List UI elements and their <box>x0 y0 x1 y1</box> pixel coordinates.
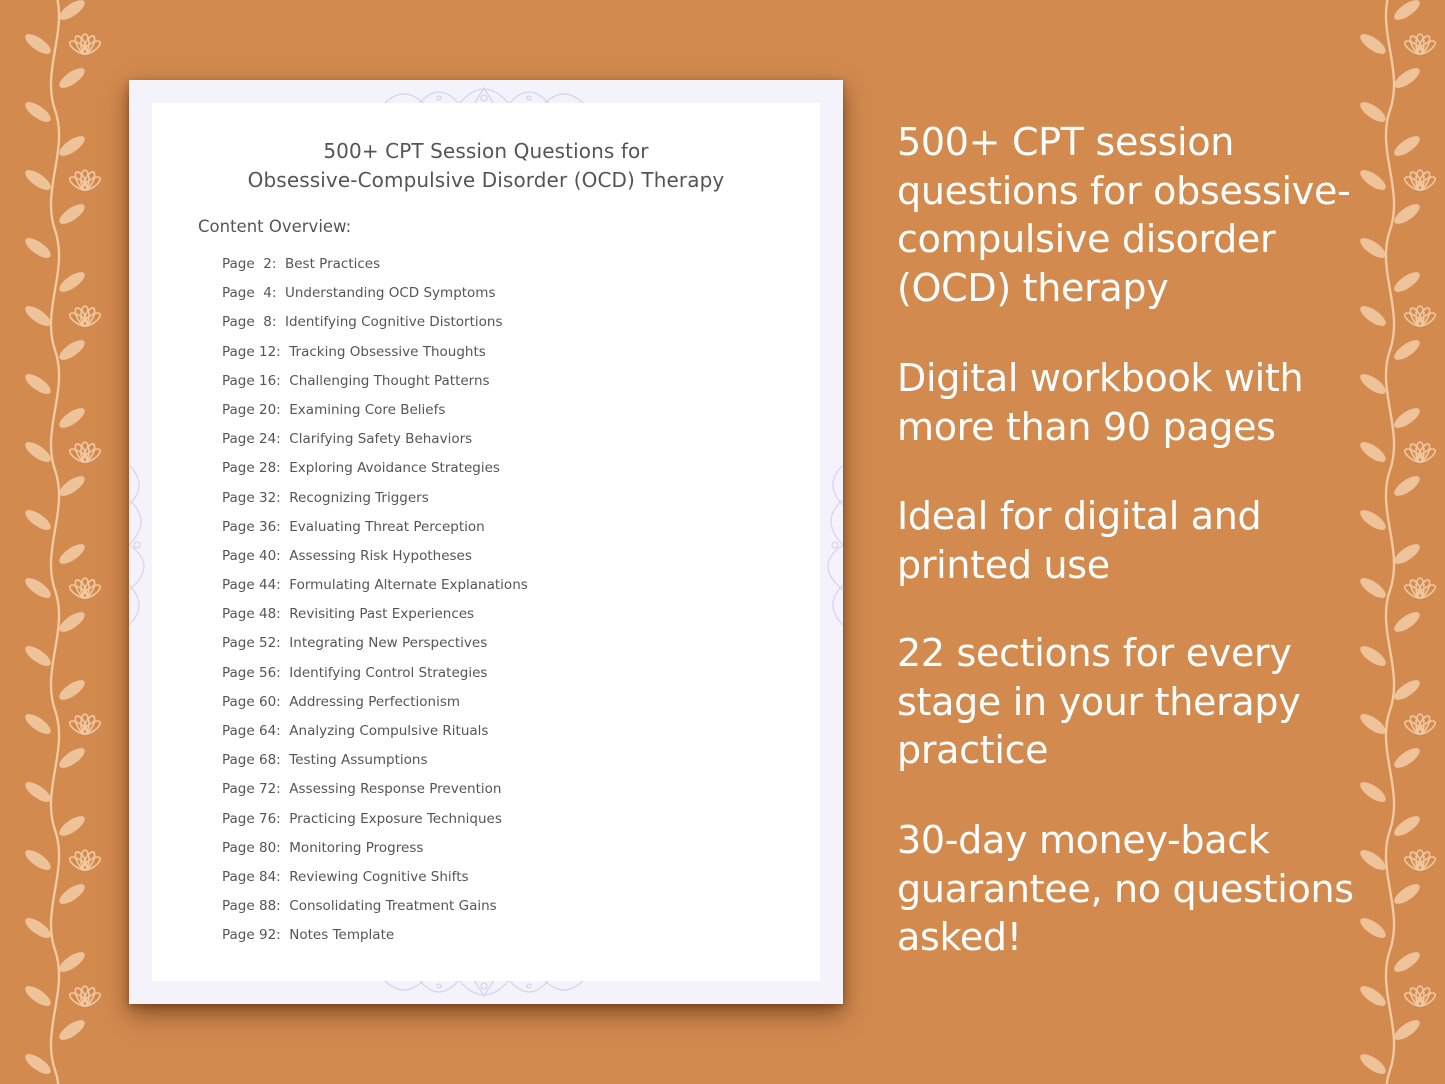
vine-leaf <box>22 166 53 193</box>
workbook-title-line-2: Obsessive-Compulsive Disorder (OCD) Therapy <box>247 168 725 192</box>
mandala-ornament-right-icon <box>819 460 843 630</box>
toc-item: Page 48: Revisiting Past Experiences <box>222 606 475 623</box>
vine-leaf <box>22 30 53 57</box>
vine-leaf <box>22 1050 53 1077</box>
vine-leaf <box>56 132 87 159</box>
lotus-flower-icon <box>1403 850 1437 872</box>
vine-leaf <box>1391 268 1422 295</box>
toc-item: Page 2: Best Practices <box>222 256 381 272</box>
vine-leaf <box>56 948 87 975</box>
mandala-ornament-top-icon <box>379 80 589 104</box>
vine-leaf <box>1391 812 1422 839</box>
toc-item: Page 28: Exploring Avoidance Strategies <box>222 460 500 477</box>
vine-leaf <box>1391 200 1422 227</box>
vine-leaf <box>56 880 87 907</box>
vine-leaf <box>56 336 87 363</box>
vine-leaf <box>1357 30 1388 57</box>
vine-leaf <box>56 404 87 431</box>
vine-stem <box>1386 0 1394 1084</box>
toc-item: Page 8: Identifying Cognitive Distortions <box>222 314 503 331</box>
vine-leaf <box>1391 744 1422 771</box>
lotus-flower-icon <box>1403 170 1437 192</box>
vine-leaf <box>22 574 53 601</box>
toc-item: Page 32: Recognizing Triggers <box>222 489 429 506</box>
vine-leaf <box>1391 336 1422 363</box>
vine-leaf <box>1391 880 1422 907</box>
vine-leaf <box>56 676 87 703</box>
lotus-flower-icon <box>1403 34 1437 56</box>
lotus-flower-icon <box>1403 578 1437 600</box>
lotus-flower-icon <box>1403 714 1437 736</box>
vine-leaf <box>22 506 53 533</box>
toc-item: Page 44: Formulating Alternate Explanations <box>222 577 528 594</box>
mandala-ornament-bottom-icon <box>379 980 589 1004</box>
lotus-flower-icon <box>68 578 102 600</box>
vine-leaf <box>22 914 53 941</box>
vine-leaf <box>56 64 87 91</box>
lotus-flower-icon <box>68 986 102 1008</box>
table-of-contents <box>222 253 528 954</box>
toc-item: Page 64: Analyzing Compulsive Rituals <box>222 723 489 739</box>
toc-item: Page 88: Consolidating Treatment Gains <box>222 898 497 915</box>
vine-leaf <box>22 982 53 1009</box>
lotus-flower-icon <box>68 714 102 736</box>
lotus-flower-icon <box>1403 442 1437 464</box>
lotus-flower-icon <box>68 170 102 192</box>
vine-leaf <box>1391 132 1422 159</box>
toc-item: Page 40: Assessing Risk Hypotheses <box>222 547 472 564</box>
vine-leaf <box>22 438 53 465</box>
toc-item: Page 68: Testing Assumptions <box>222 752 428 769</box>
toc-item: Page 52: Integrating New Perspectives <box>222 635 488 652</box>
lotus-flower-icon <box>1403 986 1437 1008</box>
vine-leaf <box>56 744 87 771</box>
vine-leaf <box>56 472 87 499</box>
toc-item: Page 84: Reviewing Cognitive Shifts <box>222 868 469 885</box>
vine-stem <box>51 0 59 1084</box>
vine-leaf <box>22 710 53 737</box>
vine-leaf <box>1391 540 1422 567</box>
vine-leaf <box>22 302 53 329</box>
vine-leaf <box>1357 1050 1388 1077</box>
vine-leaf <box>1391 1016 1422 1043</box>
workbook-title-line-1: 500+ CPT Session Questions for <box>323 139 649 163</box>
workbook-page-content <box>152 103 820 981</box>
toc-item: Page 76: Practicing Exposure Techniques <box>222 810 502 827</box>
toc-item: Page 20: Examining Core Beliefs <box>222 401 446 418</box>
toc-item: Page 4: Understanding OCD Symptoms <box>222 285 496 302</box>
vine-leaf <box>56 540 87 567</box>
toc-item: Page 36: Evaluating Threat Perception <box>222 518 485 535</box>
vine-leaf <box>56 1016 87 1043</box>
content-overview-label: Content Overview: <box>198 217 352 236</box>
lotus-flower-icon <box>68 442 102 464</box>
toc-item: Page 72: Assessing Response Prevention <box>222 781 502 798</box>
mandala-ornament-left-icon <box>129 460 153 630</box>
toc-item: Page 12: Tracking Obsessive Thoughts <box>222 343 486 360</box>
vine-leaf <box>1391 676 1422 703</box>
vine-leaf <box>1357 778 1388 805</box>
lotus-flower-icon <box>68 850 102 872</box>
vine-leaf <box>1391 948 1422 975</box>
vine-leaf <box>22 846 53 873</box>
toc-item: Page 92: Notes Template <box>222 927 395 944</box>
workbook-page-preview <box>129 80 843 1004</box>
vine-leaf <box>22 98 53 125</box>
toc-item: Page 80: Monitoring Progress <box>222 839 424 856</box>
vine-leaf <box>1391 404 1422 431</box>
lotus-flower-icon <box>68 306 102 328</box>
vine-leaf <box>56 608 87 635</box>
vine-leaf <box>1391 608 1422 635</box>
floral-vine-left-icon <box>0 0 110 1084</box>
vine-leaf <box>1357 982 1388 1009</box>
vine-leaf <box>1391 64 1422 91</box>
vine-leaf <box>22 370 53 397</box>
feature-item: 500+ CPT session questions for obsessive-compulsive disorder (OCD) therapy <box>897 120 1351 310</box>
toc-item: Page 16: Challenging Thought Patterns <box>222 372 490 389</box>
feature-item: 30-day money-back guarantee, no questions asked! <box>897 818 1354 959</box>
lotus-flower-icon <box>68 34 102 56</box>
lotus-flower-icon <box>1403 306 1437 328</box>
toc-item: Page 60: Addressing Perfectionism <box>222 693 461 710</box>
feature-item: Ideal for digital and printed use <box>897 494 1262 587</box>
vine-leaf <box>22 778 53 805</box>
vine-leaf <box>22 642 53 669</box>
vine-leaf <box>1391 0 1422 24</box>
vine-leaf <box>56 812 87 839</box>
vine-leaf <box>1391 472 1422 499</box>
vine-leaf <box>56 200 87 227</box>
vine-leaf <box>56 0 87 24</box>
vine-leaf <box>22 234 53 261</box>
feature-item: Digital workbook with more than 90 pages <box>897 356 1304 449</box>
vine-leaf <box>56 268 87 295</box>
toc-item: Page 24: Clarifying Safety Behaviors <box>222 431 473 448</box>
toc-item: Page 56: Identifying Control Strategies <box>222 664 488 681</box>
feature-item: 22 sections for every stage in your therapy practice <box>897 631 1301 772</box>
